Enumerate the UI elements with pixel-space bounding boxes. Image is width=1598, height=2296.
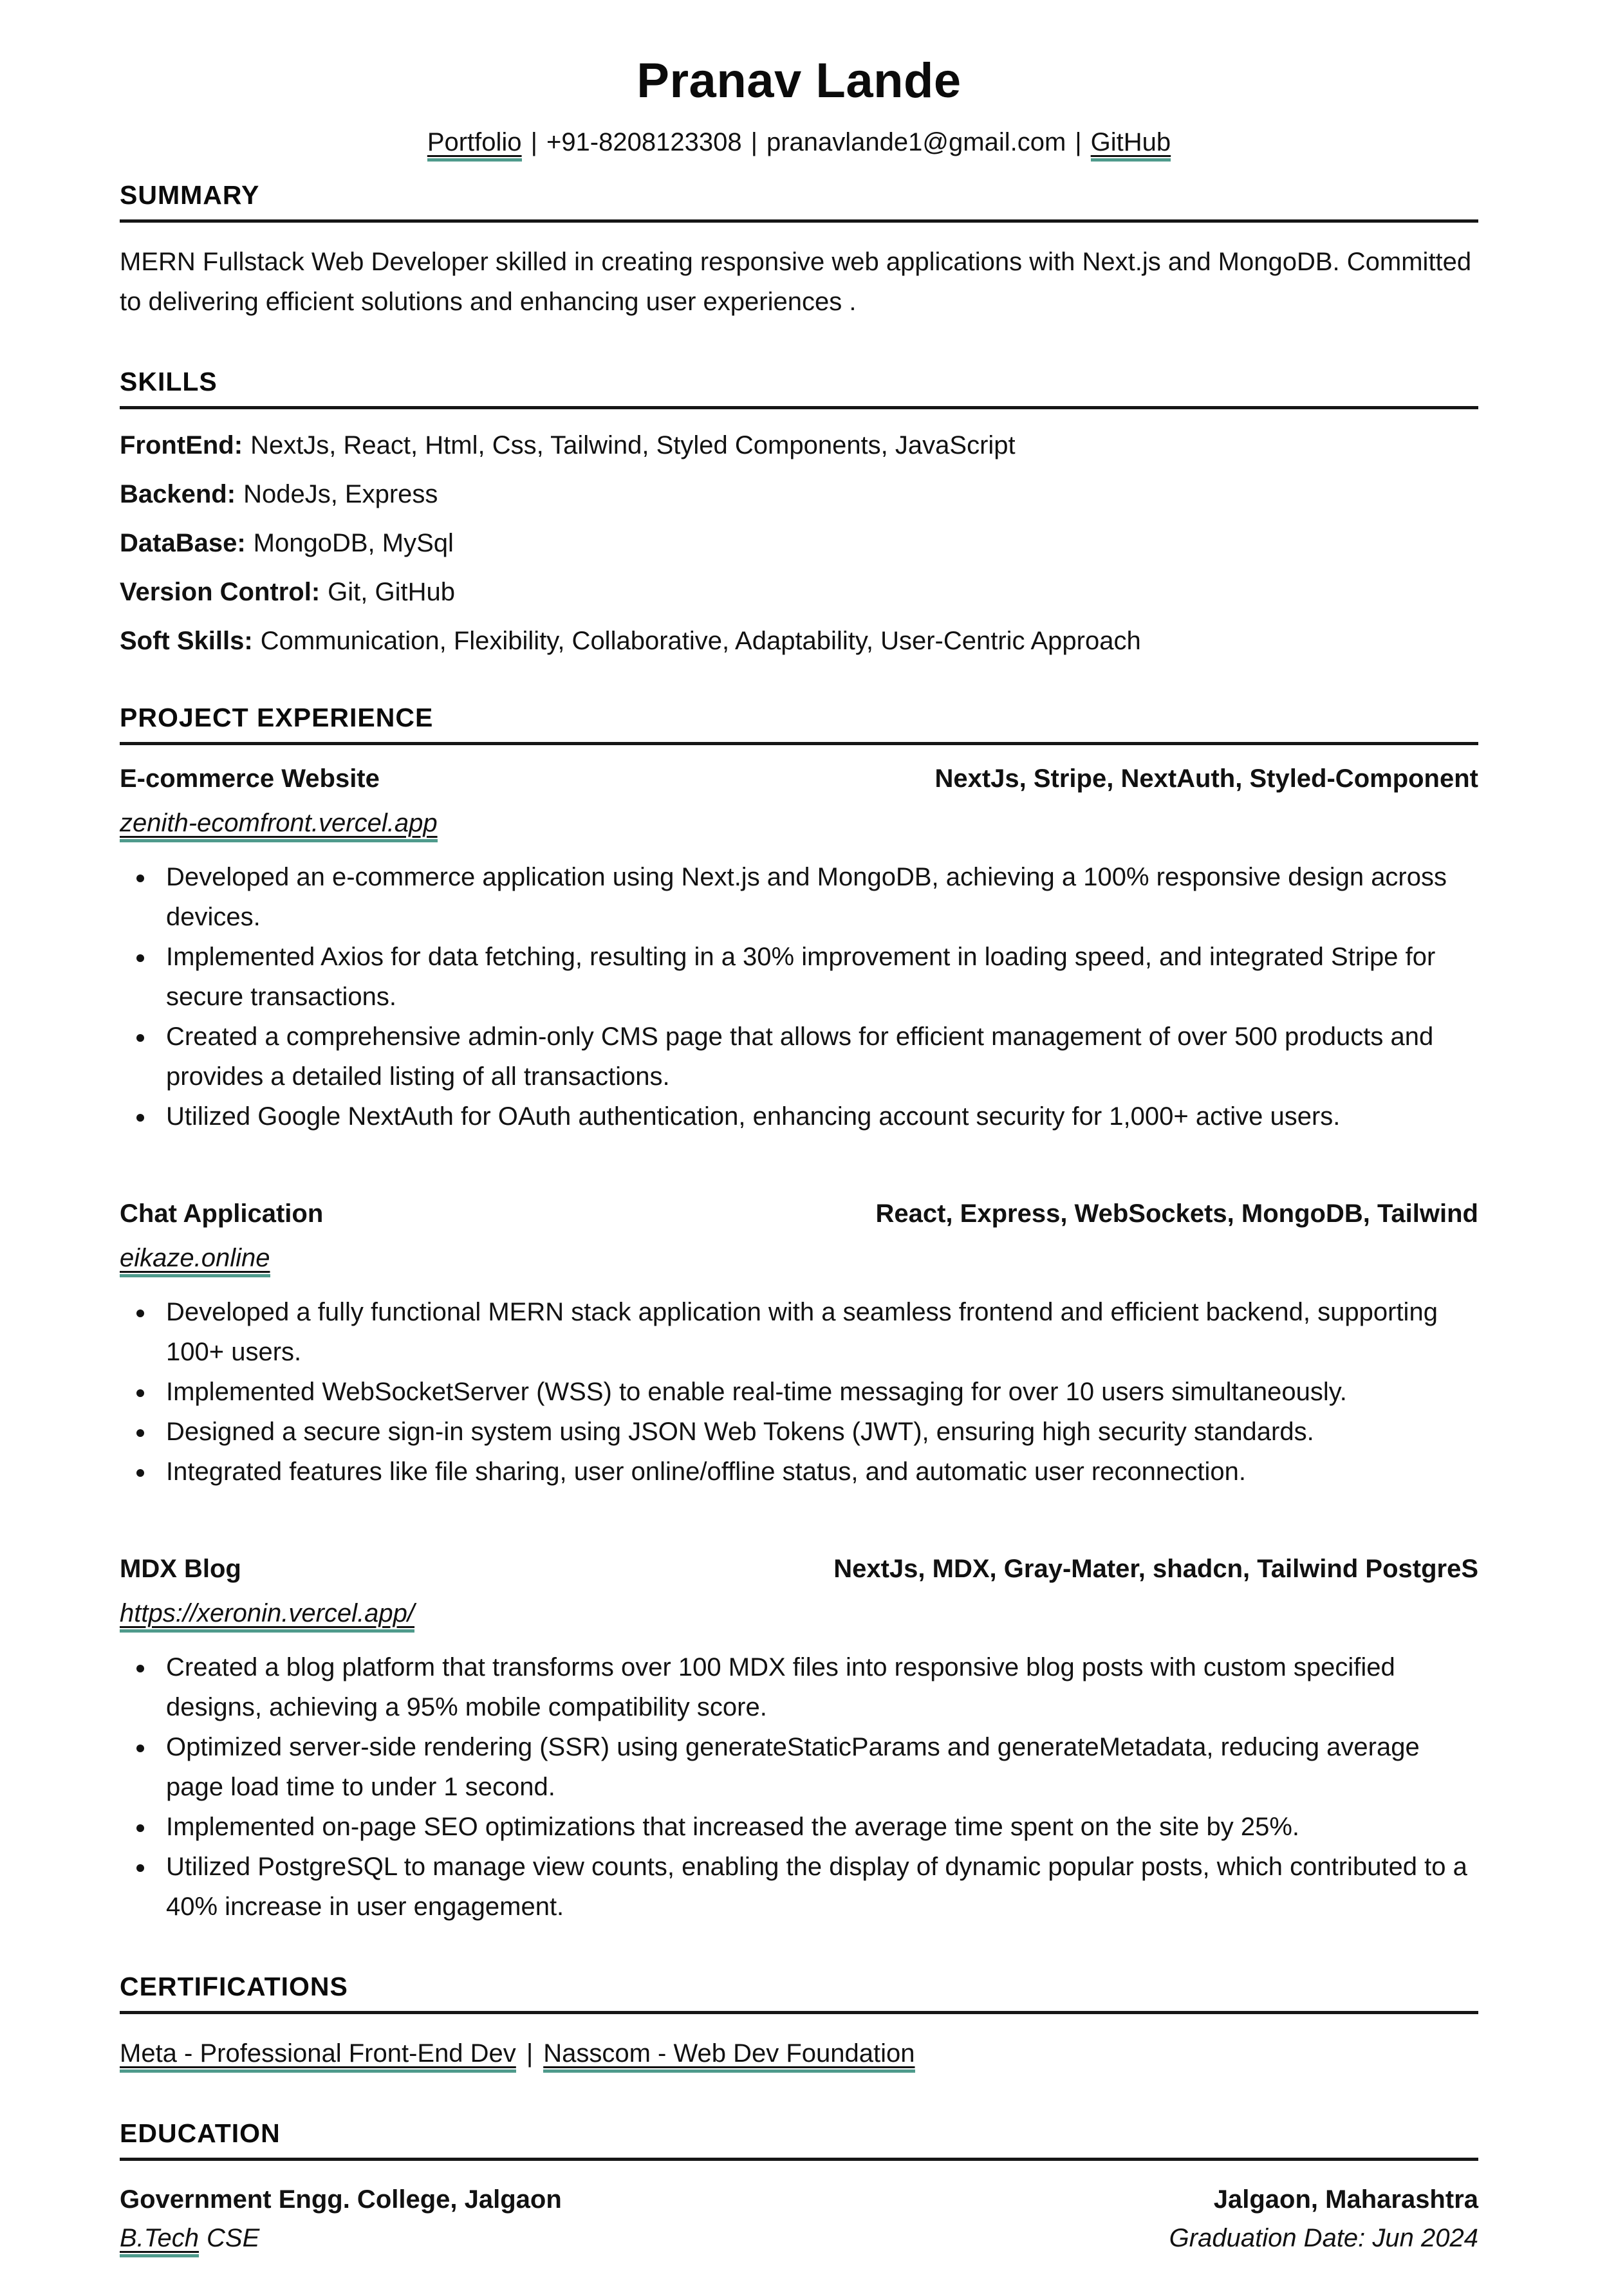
- skill-value: MongoDB, MySql: [253, 529, 454, 557]
- skill-row-soft-skills: [120, 624, 1478, 658]
- certification-link-meta[interactable]: Meta - Professional Front-End Dev: [120, 2039, 516, 2073]
- skill-value: NextJs, React, Html, Css, Tailwind, Styled Components, JavaScript: [250, 431, 1016, 459]
- degree: [120, 2219, 259, 2257]
- skill-value: Git, GitHub: [328, 578, 455, 606]
- skill-row-frontend: [120, 429, 1478, 462]
- education-section: [120, 2118, 1478, 2257]
- skill-row-database: [120, 526, 1478, 560]
- project-ecommerce: [120, 764, 1478, 1136]
- project-url-link[interactable]: https://xeronin.vercel.app/: [120, 1599, 414, 1633]
- page-title: Pranav Lande: [636, 53, 962, 108]
- contact-line: [120, 128, 1478, 157]
- skill-value: NodeJs, Express: [243, 480, 438, 508]
- project-bullet: • Implemented WebSocketServer (WSS) to enable real-time messaging for over 10 users simultaneously.: [156, 1372, 1478, 1412]
- project-bullet: • Developed a fully functional MERN stack application with a seamless frontend and efficient backend, supporting 100+ users.: [156, 1292, 1478, 1372]
- project-header: [120, 1199, 1478, 1228]
- project-bullet: • Optimized server-side rendering (SSR) using generateStaticParams and generateMetadata, reducing average page load time to under 1 second.: [156, 1727, 1478, 1807]
- phone-number: +91-8208123308: [546, 128, 742, 156]
- skill-label: DataBase:: [120, 529, 246, 557]
- skills-section: [120, 367, 1478, 658]
- project-title: Chat Application: [120, 1199, 324, 1228]
- summary-heading: SUMMARY: [120, 180, 260, 210]
- project-bullet: • Implemented Axios for data fetching, resulting in a 30% improvement in loading speed, and integrated Stripe for secure transactions.: [156, 937, 1478, 1017]
- project-bullet: • Implemented on-page SEO optimizations that increased the average time spent on the site by 25%.: [156, 1807, 1478, 1847]
- project-url-link[interactable]: eikaze.online: [120, 1244, 270, 1277]
- project-bullet: • Created a blog platform that transforms over 100 MDX files into responsive blog posts with custom specified designs, achieving a 95% mobile compatibility score.: [156, 1647, 1478, 1727]
- school-name: Government Engg. College, Jalgaon: [120, 2185, 562, 2214]
- project-bullet-list: [120, 857, 1478, 1136]
- degree-suffix: CSE: [207, 2224, 260, 2252]
- education-school-row: [120, 2180, 1478, 2219]
- certification-separator: |: [526, 2039, 534, 2068]
- project-bullet-list: [120, 1292, 1478, 1492]
- skill-value: Communication, Flexibility, Collaborative, Adaptability, User-Centric Approach: [260, 627, 1141, 655]
- project-link-row: [120, 809, 1478, 838]
- project-tech-stack: React, Express, WebSockets, MongoDB, Tailwind: [875, 1199, 1478, 1228]
- skill-label: Backend:: [120, 480, 236, 508]
- skill-label: Version Control:: [120, 578, 321, 606]
- contact-separator: |: [1075, 128, 1082, 156]
- email-address: pranavlande1@gmail.com: [766, 128, 1066, 156]
- graduation-date: Graduation Date: Jun 2024: [1169, 2224, 1478, 2252]
- certifications-heading: CERTIFICATIONS: [120, 1972, 348, 2001]
- project-title: E-commerce Website: [120, 764, 380, 793]
- project-tech-stack: NextJs, MDX, Gray-Mater, shadcn, Tailwind PostgreS: [833, 1555, 1478, 1583]
- section-divider: [120, 2011, 1478, 2014]
- education-degree-row: [120, 2219, 1478, 2257]
- skill-row-version-control: [120, 575, 1478, 609]
- education-heading: EDUCATION: [120, 2118, 281, 2148]
- project-chat-application: [120, 1199, 1478, 1492]
- contact-separator: |: [750, 128, 757, 156]
- project-tech-stack: NextJs, Stripe, NextAuth, Styled-Component: [934, 764, 1478, 793]
- project-link-row: [120, 1599, 1478, 1628]
- project-mdx-blog: [120, 1555, 1478, 1927]
- project-bullet: • Created a comprehensive admin-only CMS page that allows for efficient management of over 500 products and provides a detailed listing of all transactions.: [156, 1017, 1478, 1097]
- certifications-line: [120, 2033, 1478, 2073]
- portfolio-link[interactable]: Portfolio: [427, 128, 522, 162]
- project-bullet: • Designed a secure sign-in system using JSON Web Tokens (JWT), ensuring high security standards.: [156, 1412, 1478, 1452]
- section-divider: [120, 742, 1478, 745]
- certifications-section: [120, 1972, 1478, 2073]
- github-link[interactable]: GitHub: [1091, 128, 1171, 162]
- project-header: [120, 1555, 1478, 1584]
- project-experience-section: [120, 703, 1478, 1927]
- project-bullet: • Developed an e-commerce application using Next.js and MongoDB, achieving a 100% responsive design across devices.: [156, 857, 1478, 937]
- skill-label: Soft Skills:: [120, 627, 253, 655]
- section-divider: [120, 219, 1478, 223]
- skill-row-backend: [120, 477, 1478, 511]
- project-bullet-list: [120, 1647, 1478, 1927]
- section-divider: [120, 406, 1478, 409]
- project-experience-heading: PROJECT EXPERIENCE: [120, 703, 434, 732]
- degree-link[interactable]: B.Tech: [120, 2224, 199, 2257]
- project-bullet: • Utilized Google NextAuth for OAuth authentication, enhancing account security for 1,000+ active users.: [156, 1097, 1478, 1136]
- project-title: MDX Blog: [120, 1555, 241, 1583]
- project-bullet: • Utilized PostgreSQL to manage view counts, enabling the display of dynamic popular posts, which contributed to a 40% increase in user engagement.: [156, 1847, 1478, 1927]
- project-header: [120, 764, 1478, 793]
- project-link-row: [120, 1244, 1478, 1273]
- summary-section: [120, 180, 1478, 322]
- section-divider: [120, 2158, 1478, 2161]
- school-location: Jalgaon, Maharashtra: [1213, 2185, 1478, 2214]
- summary-text: MERN Fullstack Web Developer skilled in creating responsive web applications with Next.js and MongoDB. Committed to delivering efficient solutions and enhancing user experiences .: [120, 248, 1472, 316]
- skill-label: FrontEnd:: [120, 431, 243, 459]
- skills-heading: SKILLS: [120, 367, 218, 396]
- project-bullet: • Integrated features like file sharing, user online/offline status, and automatic user reconnection.: [156, 1452, 1478, 1492]
- certification-link-nasscom[interactable]: Nasscom - Web Dev Foundation: [543, 2039, 915, 2073]
- contact-separator: |: [530, 128, 537, 156]
- project-url-link[interactable]: zenith-ecomfront.vercel.app: [120, 809, 438, 842]
